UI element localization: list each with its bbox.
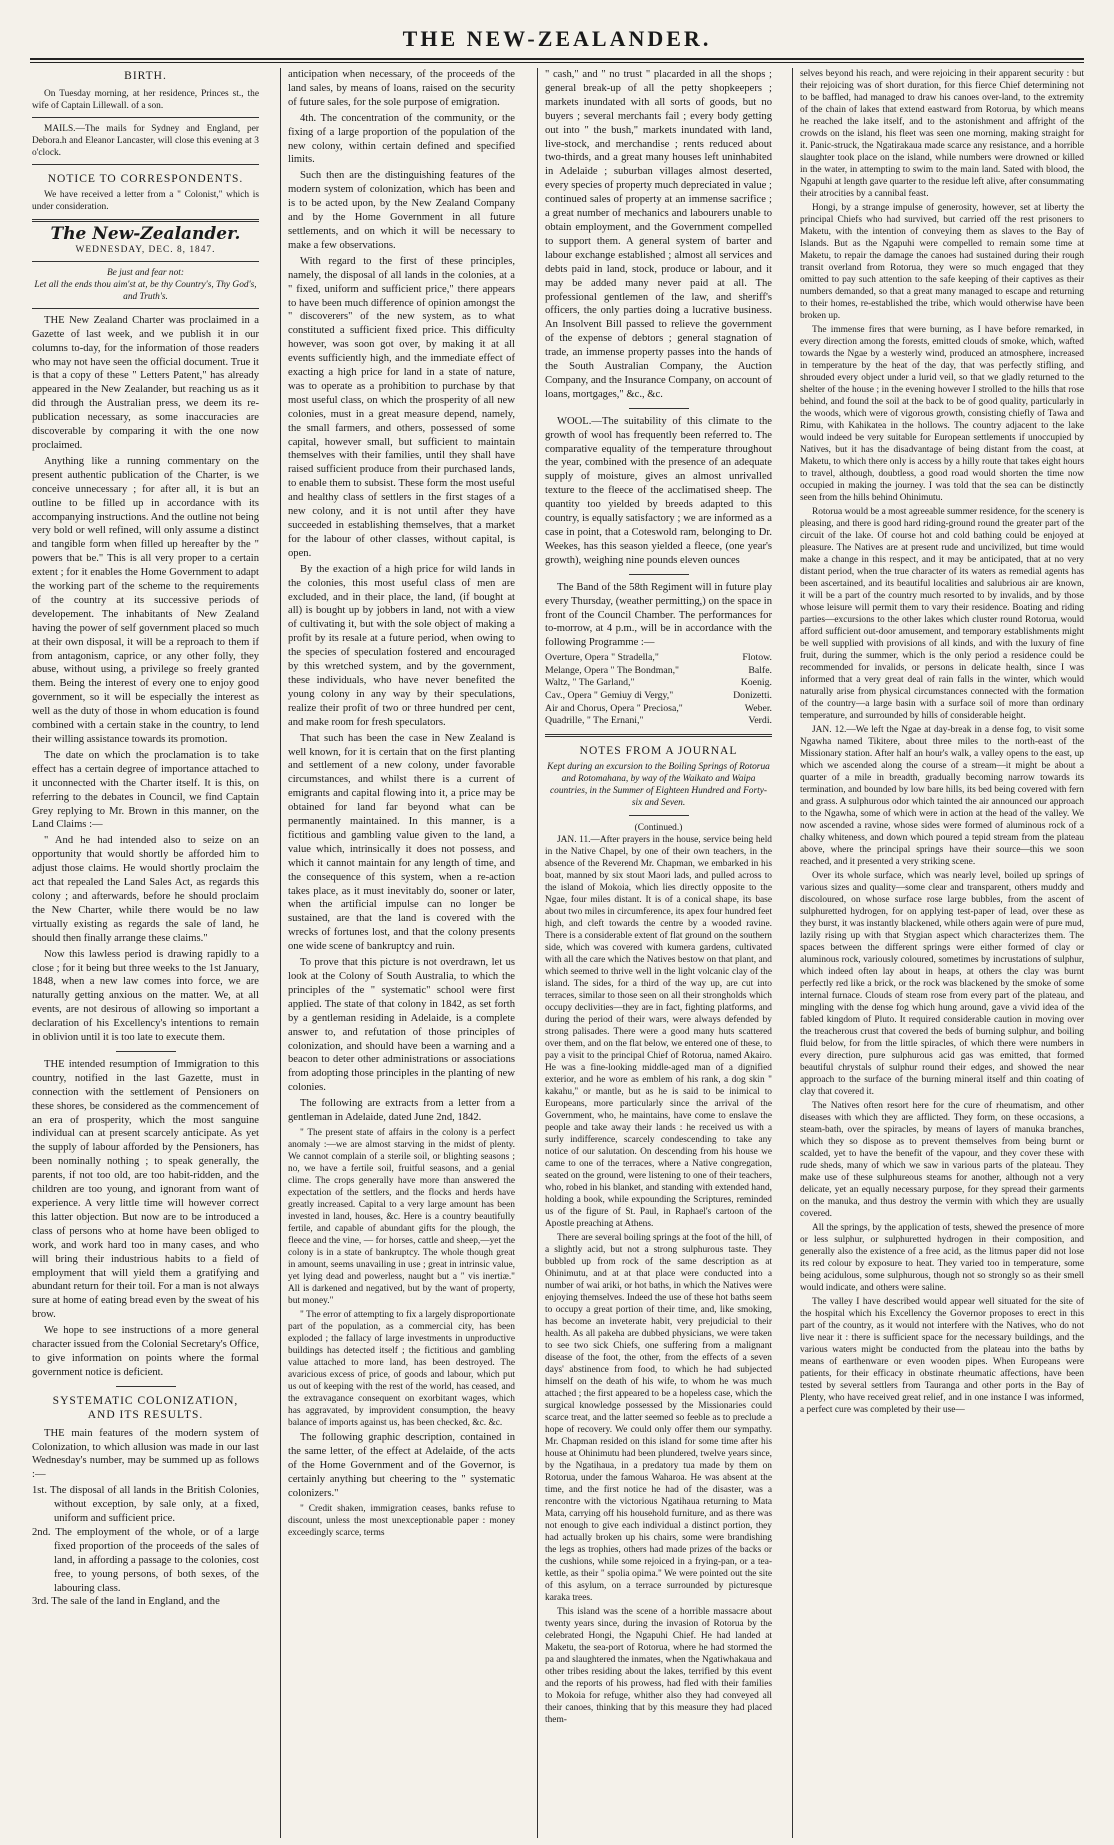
journal-paragraph: This island was the scene of a horrible massacre about twenty years since, during the invasion of Rotorua by the celebrated Hongi, the Ngapuhi Chief. He had landed at Maketu, the sea-port of Rotorua, where he had stormed the pa and slaughtered the inmates, when the Ngatiwhakaua and other tribes residing about the lakes, terrified by this event and the reports of his prowess, had fled with their families to Mokoia for refuge, whither also they had conveyed all their canoes, thinking that by this measure they had placed them- bbox=[545, 1606, 772, 1725]
divider bbox=[545, 734, 772, 737]
column-4 bbox=[800, 68, 1084, 1838]
wool-paragraph: WOOL.—The suitability of this climate to the growth of wool has frequently been referred to. The comparative equality of the temperature throughout the year, combined with the presence of an adequate supply of moisture, gives an almost unrivalled texture to the fleece of the acclimatised sheep. The quantity too yielded by breeds adapted to this country, is equally satisfactory ; we are informed as a case in point, that a Coteswold ram, belonging to Dr. Weekes, has this season yielded a fleece, (one year's growth), weighing nine pounds eleven ounces bbox=[545, 415, 772, 566]
principles-list bbox=[32, 1484, 259, 1609]
article-paragraph: To prove that this picture is not overdrawn, let us look at the Colony of South Australia, to which the principles of the " systematic" school were first applied. The state of that colony in 1842, as set forth by a gentleman residing in Adelaide, is a complete answer to, and refutation of those principles of colonization, and should have been a warning and a beacon to deter other administrations or associations from adopting those principles in the planting of new colonies. bbox=[288, 957, 515, 1094]
journal-subtitle: Kept during an excursion to the Boiling Springs of Rotorua and Rotomahana, by way of the Waikato and Waipa countries, in the Summer of Eighteen Hundred and Forty-six and Seven. bbox=[547, 761, 770, 808]
programme-item: Overture, Opera " Stradella," Flotow. bbox=[545, 652, 772, 664]
column-divider bbox=[792, 68, 793, 1838]
divider bbox=[116, 1051, 176, 1052]
quoted-letter: " The error of attempting to fix a largely disproportionate part of the population, as a commercial city, has been exploded ; the fallacy of large investments in unproductive buildings has detected itself ; the fictitious and gambling value attached to more land, has been destroyed. The avaricious excess of price, of goods and labour, which put us out of keeping with the rest of the world, has ceased, and the extravagance consequent on exorbitant wages, which has aggravated, by improvident consumption, the heavy balance of imports against us, has been checked, &c. &c. bbox=[288, 1309, 515, 1428]
journal-paragraph: All the springs, by the application of tests, shewed the presence of more or less sulphur, or sulphuretted hydrogen in their composition, and generally also the existence of a free acid, as the litmus paper did not lose its red colour by exposure to heat. They varied too in temperature, some being acidulous, some sulphurous, though not so strongly so as their smell would indicate, and others were saline. bbox=[800, 1223, 1084, 1293]
journal-paragraph: Rotorua would be a most agreeable summer residence, for the scenery is pleasing, and there is good hard riding-ground round the greater part of the circuit of the lake. Of course hot and cold bathing could be enjoyed at pleasure. The Natives are at present rude and uncivilized, but time would make a change in this respect, and it may be anticipated, that at no very distant period, when the true character of its waters as remedial agents has been ascertained, and its beautiful localities and salubrious air are known, it will be a part of the country much resorted to by invalids, and by those whose leisure will permit them to vary their residence. Boating and riding parties—excursions to the other lakes which cluster round Rotorua, would afford sufficient out-door amusement, and temporary establishments might be well supplied with provisions of all kinds, and with the luxury of fine fruit, during the summer, which is the only period a residence could be recommended for invalids, or persons in delicate health, since I was informed that a very great deal of rain falls in the winter, which would naturally arise from physical circumstances connected with the formation of the country—a large basin with a surface soil of more than ordinary temperature, and surrounded by hills of considerable height. bbox=[800, 507, 1084, 721]
programme-item: Quadrille, " The Ernani," Verdi. bbox=[545, 715, 772, 727]
journal-paragraph: The Natives often resort here for the cure of rheumatism, and other diseases with which they are afflicted. They form, on these occasions, a steam-bath, over the spiracles, by means of layers of manuka branches, which they so dispose as to prevent themselves from being burnt or scalded, yet to have the benefit of the vapour, and they cover these with rude sheds, many of which we saw in various parts of the plateau. They make use of these sulphureous steams for another, although not a very delicate, yet an equally necessary purpose, for they spread their garments on the manuka, and thus destroy the vermin with which they are usually covered. bbox=[800, 1101, 1084, 1219]
notice-heading: NOTICE TO CORRESPONDENTS. bbox=[47, 172, 244, 185]
article-paragraph: " And he had intended also to seize on an opportunity that would shortly be afforded him to adjust those claims. He would shortly proclaim the act that repealed the Land Sales Act, as regards this colony ; and afterwards, before he should proclaim the New Charter, while there would be no law virtually existing as regards the sale of land, he should then finally arrange these claims." bbox=[32, 835, 259, 944]
mails-notice: MAILS.—The mails for Sydney and England, per Debora.h and Eleanor Lancaster, will close this evening at 3 o'clock. bbox=[32, 123, 259, 158]
article-paragraph: Now this lawless period is drawing rapidly to a close ; for it being but three weeks to the 1st January, 1848, when a new law comes into force, we are naturally getting anxious on the matter. We, at all events, are not desirous of allowing so important a declaration of his Excellency's intentions to remain in oblivion until it is too late to execute them. bbox=[32, 948, 259, 1044]
divider bbox=[629, 408, 689, 409]
article-paragraph: With regard to the first of these principles, namely, the disposal of all lands in the colonies, at a " fixed, uniform and sufficient price," there appears to have been much difference of opinion amongst the " discoverers" of the new system, as to what constituted a sufficient fixed price. This difficulty however, was soon got over, by making it at all events sufficiently high, and the immediate effect of exacting a high price for land in a state of nature, was to operate as a prohibition to purchase by that most useful class, on which the prosperity of all new colonies, must in a great measure depend, namely, the small farmers, and others, possessed of some capital, however small, but sufficient to maintain themselves with their families, until they shall have raised sufficient produce from their purchased lands, to enable them to subsist. These form the most useful and healthy class of settlers in the first stages of a new colony, and it is not until after they have succeeded in establishing themselves, that a market for the labour of other classes, without capital, is open. bbox=[288, 255, 515, 559]
journal-paragraph: The immense fires that were burning, as I have before remarked, in every direction among the forests, emitted clouds of smoke, which, wafted towards the Ngae by a westerly wind, produced an atmosphere, increased in temperature by the heat of the day, that was perfectly stifling, and shrouded every object under a lurid veil, so that we gladly returned to the shelter of the house ; in the evening however I strolled to the hills that rose behind, and found the soil at the back to be of good quality, particularly in the woods, which were of vigorous growth, consisting chiefly of Tawa and Rimu, with Kahikatea in the hollows. The country adjacent to the lake would indeed be very suitable for European settlements if unoccupied by Natives, but it has the disadvantage of being distant from the coast, at Maketu, to which there only is access by a hilly route that takes eight hours to travel, although, doubtless, a good road would shorten the time now occupied in making the journey. I was told that the sea can be distinctly seen from the hills behind Ohinimutu. bbox=[800, 325, 1084, 503]
band-paragraph: The Band of the 58th Regiment will in future play every Thursday, (weather permitting,) on the space in front of the Council Chamber. The performances for to-morrow, at 4 p.m., will be in accordance with the following Programme :— bbox=[545, 581, 772, 649]
masthead-rule bbox=[30, 58, 1084, 60]
article-subheading: AND ITS RESULTS. bbox=[87, 1408, 204, 1421]
journal-paragraph: The valley I have described would appear well situated for the site of the hospital which his Excellency the Governor proposes to erect in this part of the country, as it would not interfere with the Natives, who do not live near it : there is sufficient space for the necessary buildings, and the various waters might be conducted from the plateau into the baths by means of earthenware or even wooden pipes. When Europeans were patients, for their efficacy in obstinate rheumatic affections, have been tested by several settlers from Tauranga and other ports in the Bay of Plenty, who have received great relief, and in one instance I was informed, a perfect cure was completed by their use— bbox=[800, 1297, 1084, 1415]
article-paragraph: THE main features of the modern system of Colonization, to which allusion was made in our last Wednesday's number, may be summed up as follows :— bbox=[32, 1427, 259, 1481]
journal-entry: JAN. 11.—After prayers in the house, service being held in the Native Chapel, by one of their own teachers, in the absence of the Reverend Mr. Chapman, we embarked in his boat, manned by six stout Maori lads, and pulled across to the island of Mokoia, which lies directly opposite to the Ngae, four miles distant. It is of a conical shape, its base about two miles in circumference, its apex four hundred feet high, and cleft towards the centre by a wooded ravine. There is a considerable extent of flat ground on the southern side, which was covered with kumera gardens, cultivated with all the care which the Natives bestow on that plant, and which seemed to thrive well in the light volcanic clay of the island. The sides, for a third of the way up, are cut into terraces, similar to those seen on all their strongholds which occupy declivities—they are in fact, fighting platforms, and during the period of their wars, were always defended by strong palisades. There were a good many huts scattered over them, and on the flat below, we entered one of these, to pay a visit to the principal Chief of Rotorua, named Akairo. He was a fine-looking middle-aged man of a dignified exterior, and he wore as emblem of his rank, a dog skin " kakahu," or mantle, but as he is said to be inimical to Europeans, more particularly since the arrival of the Government, who, he maintains, have come to enslave the people and take away their lands : he received us with a surly indifference, scarcely condescending to take any notice of our salutation. On descending from his house we came to one of the terraces, where a Native congregation, seated on the ground, were listening to one of their teachers, who, robed in his blanket, and standing with extended hand, holding a book, while expounding the Scriptures, reminded us of the figure of St. Paul, in Raphael's cartoon of the Apostle preaching at Athens. bbox=[545, 834, 772, 1229]
programme-item: Cav., Opera " Gemiuy di Vergy," Donizetti. bbox=[545, 690, 772, 702]
article-paragraph: That such has been the case in New Zealand is well known, for it is certain that on the first planting and settlement of a new colony, under favorable circumstances, and whilst there is a current of emigrants and capital flowing into it, a price may be obtained for land far beyond what can be permanently maintained. In this manner, is a fictitious and gambling value given to the land, a value which, intrinsically it does not possess, and which it cannot maintain for any length of time, and the consequence of this system, when a re-action takes place, as it must inevitably do, sooner or later, when the artificial impulse can no longer be sustained, are that the land is covered with the wrecks of fortunes lost, and that the colony presents one wide scene of bankruptcy and ruin. bbox=[288, 732, 515, 953]
journal-paragraph: Hongi, by a strange impulse of generosity, however, set at liberty the principal Chiefs who had survived, but carried off the rest prisoners to Maketu, with the intention of conveying them as slaves to the Bay of Islands. But as the Ngapuhi were compelled to remain some time at Maketu, to repair the damage the canoes had sustained during their rough transit overland from Rotorua, they were so much engaged that they omitted to pay such attention to the safe keeping of their captives as their numbers demanded, so that a great many managed to escape and returning to their homes, re-established the tribe, which would otherwise have been broken up. bbox=[800, 203, 1084, 321]
divider bbox=[116, 1386, 176, 1387]
article-paragraph: " cash," and " no trust " placarded in all the shops ; general break-up of all the petty shopkeepers ; markets inundated with all sorts of goods, but no buyers ; several merchants fail ; every body getting out into " the bush," markets inundated with land, live-stock, and merchandise ; rents reduced about two-thirds, and a great many houses left uninhabited in Adelaide ; suburban villages almost deserted, every species of property much depreciated in value ; continued sales of property at an immense sacrifice ; a great number of mechanics and labourers unable to obtain employment, and the Government compelled to support them. A general system of barter and labour exchange established ; almost all services and debts paid in land, stock, produce or labour, and it may be added many never paid at all. The professional gentlemen of the law, and sheriff's officers, the only parties doing a lucrative business. An Insolvent Bill passed to relieve the government of the expense of debtors ; general stagnation of trade, an immense property passes into the hands of the South Australian Company, the Auction Company, and the Insurance Company, on account of loans, mortgages," &c., &c. bbox=[545, 69, 772, 400]
article-paragraph: The following graphic description, contained in the same letter, of the effect at Adelaide, of the acts of the Home Government and of the Governor, is certainly anything but cheering to the " systematic colonizers." bbox=[288, 1431, 515, 1499]
column-3 bbox=[545, 68, 772, 1838]
programme-item: Air and Chorus, Opera " Preciosa," Weber. bbox=[545, 702, 772, 714]
programme-list bbox=[545, 652, 772, 728]
journal-paragraph: Over its whole surface, which was nearly level, boiled up springs of various sizes and quality—some clear and transparent, others muddy and discoloured, on whose surface rose large bubbles, from the ascent of sulphuretted hydrogen, for on applying test-paper of lead, over these as they burst, it was instantly blackened, while others again were of pure mud, lazily rising up with that Stygian aspect which characterizes them. The spaces between the different springs were either formed of clay or aluminous rock, variously coloured, sometimes by incrustations of sulphur, which indeed often lay about in heaps, at others the clay was burnt perfectly red like a brick, or the rock was blackened by the smoke of some internal furnace. Clouds of steam rose from every part of the plateau, and mingling with the dense fog which hung around, gave a vivid idea of the fabled kingdom of Pluto. It required considerable caution in moving over the treacherous crust that covered the beds of burning sulphur, and boiling fluid below, for from the little spiracles, of which there were numbers in every direction, pure sulphurous acid gas was emitted, that formed beautiful chrystals of sulphur round their edges, and showed the near approach to the surface of the burning mineral itself and thin coating of clay that covered it. bbox=[800, 871, 1084, 1097]
article-paragraph: Anything like a running commentary on the present authentic publication of the Charter, is we conceive unnecessary ; for after all, it is but an outline to be filled up in accordance with its accompanying instructions. And the outline not being very bold or well refined, will only assume a distinct and tangible form when filled up hereafter by the " powers that be." This is all very proper to a certain extent ; for it enables the Home Government to adapt the working part of the scheme to the requirements of the country at its successive periods of developement. The inhabitants of New Zealand having the power of self government placed so much at their own disposal, it will be a reproach to them if from antagonism, caprice, or any other folly, they abuse, without using, a privilege so freely granted them. Being the interest of every one to enjoy good government, so it will be especially the interest as well as the duty of those in whom education is found combined with a certain stake in the country, to lend their willing assistance towards its promotion. bbox=[32, 455, 259, 745]
notice-text: We have received a letter from a " Colonist," which is under consideration. bbox=[32, 189, 259, 212]
continued-note: (Continued.) bbox=[634, 822, 683, 833]
quoted-letter: " The present state of affairs in the colony is a perfect anomaly :—we are almost starving in the midst of plenty. We cannot complain of a sterile soil, or blighting seasons ; no, we have a fertile soil, fruitful seasons, and a genial clime. The crops generally have more than answered the expectation of the settlers, and the flocks and herds have greatly increased. Capital to a very large amount has been invested in land, houses, &c. Here is a country beautifully fertile, and capable of abundant gifts for the plough, the fleece and the vine, — for horses, cattle and sheep,—yet the colony is in a state of bankruptcy. The whole though great in amount, seems unavailing in use ; great in intrinsic value, yet lying dead and powerless, naught but a " vis inertiæ." All is darkened and negatived, but by the want of property, but money." bbox=[288, 1127, 515, 1306]
divider bbox=[629, 574, 689, 575]
list-item: 1st. The disposal of all lands in the British Colonies, without exception, by sale only, at a fixed, uniform and sufficient price. bbox=[32, 1485, 259, 1525]
birth-notice: On Tuesday morning, at her residence, Princes st., the wife of Captain Lillewall. of a son. bbox=[32, 88, 259, 111]
article-paragraph: THE intended resumption of Immigration to this country, notified in the last Gazette, must in connection with the settlement of Pensioners on these shores, be considered as the commencement of an era of prosperity, which the most sanguine individual can at present scarcely anticipate. As yet the supply of labour afforded by the Pensioners, has been nominally nothing ; to speak generally, the parents, if not too old, are too habit-ridden, and the children are too young, and ignorant from want of experience. A very little time will however correct this latter objection. But now are to be introduced a class of persons who at home have been obliged to work, and work hard too in many cases, and who will bring their industrious habits to a field of employment that will yield them a gratifying and abundant return for their toil. For a man is not always sure at home of eating bread even by the sweat of his brow. bbox=[32, 1058, 259, 1321]
journal-heading: NOTES FROM A JOURNAL bbox=[579, 744, 738, 757]
journal-entry: JAN. 12.—We left the Ngae at day-break in a dense fog, to visit some Ngawha named Tikitere, about three miles to the north-east of the Missionary station. After half an hour's walk, a valley opens to the east, up which we ascended along the course of a stream—it might be about a quarter of a mile in breadth, gradually becoming narrow towards its termination, and bounded by low bare hills, its bed being covered with fern and grass. A sulphurous odor which tainted the air announced our approach to the Ngawha, some of which were in action at the head of the valley. We now ascended a ravine, whose sides were formed of aluminous rock of a chalky whiteness, and down which poured a tepid stream from the plateau above, where the principal springs have their source—this we soon reached, and it presented a very striking scene. bbox=[800, 725, 1084, 867]
column-divider bbox=[537, 68, 538, 1838]
article-paragraph: We hope to see instructions of a more general character issued from the Colonial Secretary's Office, to give information on points where the formal government notice is deficient. bbox=[32, 1325, 259, 1378]
article-heading: SYSTEMATIC COLONIZATION, bbox=[52, 1394, 239, 1407]
divider bbox=[32, 219, 259, 222]
divider bbox=[32, 117, 259, 118]
article-paragraph: anticipation when necessary, of the proceeds of the land sales, by means of loans, raised on the security of future sales, for the sole purpose of emigration. bbox=[288, 69, 515, 108]
paper-title: The New-Zealander. bbox=[50, 223, 241, 244]
quoted-letter: " Credit shaken, immigration ceases, banks refuse to discount, unless the most unexceptionable paper : money exceedingly scarce, terms bbox=[288, 1503, 515, 1538]
list-item: 2nd. The employment of the whole, or of a large fixed proportion of the proceeds of the sales of land, in affording a passage to the colonies, cost free, to young persons, of both sexes, of the labouring class. bbox=[32, 1526, 259, 1594]
motto-line-2: Let all the ends thou aim'st at, be thy Country's, Thy God's, and Truth's. bbox=[34, 279, 257, 302]
article-paragraph: The following are extracts from a letter from a gentleman in Adelaide, dated June 2nd, 1842. bbox=[288, 1098, 515, 1124]
divider bbox=[32, 308, 259, 309]
column-divider bbox=[280, 68, 281, 1838]
masthead: THE NEW-ZEALANDER. bbox=[402, 26, 712, 51]
column-1 bbox=[32, 68, 259, 1838]
masthead-rule-thin bbox=[30, 62, 1084, 63]
journal-paragraph: selves beyond his reach, and were rejoicing in their apparent security : but their rejoicing was of short duration, for this fierce Chief determining not to be baffled, had managed to draw his canoes over-land, to the extremity of the chain of lakes that extend eastward from Rotorua, by which means he reached the lake itself, and to the astonishment and affright of the crowds on the island, his fleet was seen one morning, making straight for it. Panic-struck, the Ngatirakaua made scarce any resistance, and a horrible slaughter took place on the island, while numbers were drowned or killed in the water, in attempting to swim to the main land. Sated with blood, the Ngapuhi at length gave quarter to the residue left alive, after consummating their atrocities by a cannibal feast. bbox=[800, 69, 1084, 199]
divider bbox=[32, 261, 259, 262]
article-paragraph: Such then are the distinguishing features of the modern system of colonization, which has been and is to be acted upon, by the New Zealand Company and by the Home Government in all future settlements, and on which it will be necessary to make a few observations. bbox=[288, 170, 515, 251]
column-2 bbox=[288, 68, 515, 1838]
motto-line-1: Be just and fear not: bbox=[106, 267, 185, 278]
journal-paragraph: There are several boiling springs at the foot of the hill, of a slightly acid, but not a strong sulphurous taste. They bubbled up from rock of the same description as at Ohinimutu, and at at that place were conducted into a number of wai ariki, or hot baths, in which the Natives were enjoying themselves. Indeed the use of these hot baths seem to occupy a great portion of their time, and, like smoking, has become an inveterate habit, very prejudicial to their health. As all pakeha are dubbed physicians, we were taken to see two sick Chiefs, one suffering from a malignant disease of the foot, the other, from the effects of a seven days' abstinence from food, to which he had subjected himself on the death of his wife, to whom he was much attached ; the first appeared to be a hopeless case, which the surgical knowledge possessed by the Missionaries could scarce treat, and the latter seemed so feeble as to preclude a hope of recovery. We could only offer them our sympathy. Mr. Chapman resided on this island for some time after his house at Ohinimutu had been plundered, twelve years since, by the Ngatihaua, in a predatory tua made by them on Rotorua, under the famous Waharoa. He was absent at the time, and the first notice he had of the disaster, was a rencontre with the victorious Ngatihaua returning to Mata Mata, carrying off his household furniture, and as there was not enough to give each individual a distinct portion, they had actually broken up his chairs, some were brandishing the legs as trophies, others had made prizes of the backs or the cushions, while some rejoiced in a frying-pan, or a tea-kettle, as their " spolia opima." We were pointed out the site of this asylum, on a terrace surrounded by picturesque karaka trees. bbox=[545, 1232, 772, 1603]
divider bbox=[629, 815, 689, 816]
article-paragraph: By the exaction of a high price for wild lands in the colonies, this most useful class of men are excluded, and in their place, the land, (if bought at all) is bought up by jobbers in land, not with a view of cultivating it, but with the sole object of making a profit by its resale at a future period, when owing to the species of speculation fostered and encouraged by this wretched system, and by the government, these individuals, who have never benefited the young colony in any way by their speculations, realize their profit of two or three hundred per cent, and make room for fresh speculators. bbox=[288, 563, 515, 728]
article-paragraph: The date on which the proclamation is to take effect has a certain degree of importance attached to it unconnected with the Charter itself. It is this, on referring to the debates in Council, we find Captain Grey replying to Mr. Brown in this manner, on the Land Claims :— bbox=[32, 749, 259, 831]
dateline: WEDNESDAY, DEC. 8, 1847. bbox=[75, 244, 216, 255]
article-paragraph: THE New Zealand Charter was proclaimed in a Gazette of last week, and we publish it in our columns to-day, for the information of those readers who may not have seen the official document. True it is that a copy of these " Letters Patent," has already appeared in the New Zealander, but reaching us as it did through the Australian press, we deem its re-publication necessary, as some inaccuracies are discoverable by comparing it with the one now proclaimed. bbox=[32, 314, 259, 451]
programme-item: Melange, Opera " The Bondman," Balfe. bbox=[545, 664, 772, 676]
article-paragraph: 4th. The concentration of the community, or the fixing of a large proportion of the population of the new colony, within certain defined and specified limits. bbox=[288, 112, 515, 166]
divider bbox=[32, 164, 259, 165]
list-item: 3rd. The sale of the land in England, and the bbox=[32, 1596, 220, 1608]
birth-heading: BIRTH. bbox=[124, 70, 167, 82]
programme-item: Waltz, " The Garland," Koenig. bbox=[545, 677, 772, 689]
